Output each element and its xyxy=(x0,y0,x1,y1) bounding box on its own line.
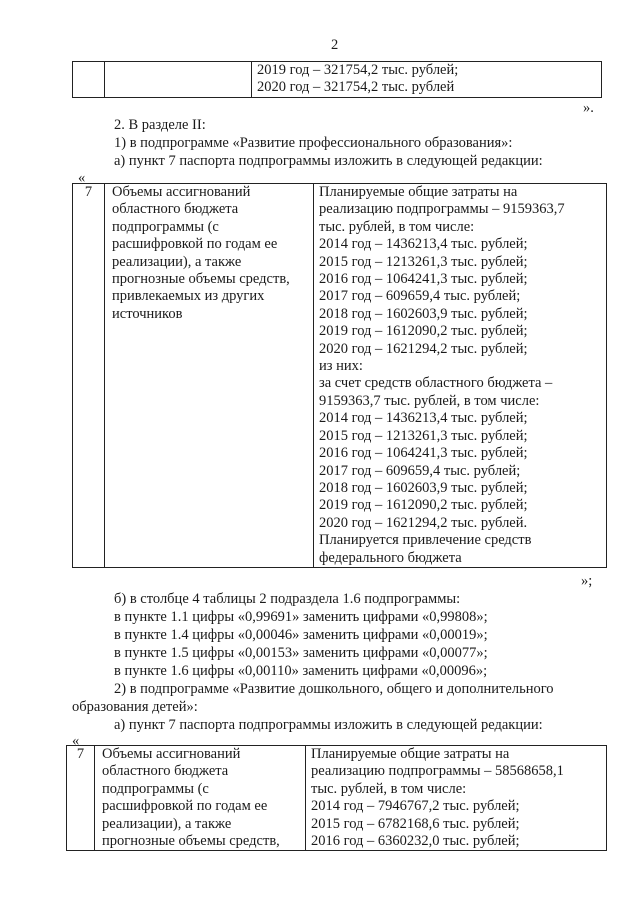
paragraph-item-a1: а) пункт 7 паспорта подпрограммы изложить в следующей редакции: xyxy=(114,153,543,169)
value-line: тыс. рублей, в том числе: xyxy=(319,218,475,235)
value-line: из них: xyxy=(319,358,363,375)
desc-line: Объемы ассигнований xyxy=(112,184,251,200)
paragraph-item-a2: а) пункт 7 паспорта подпрограммы изложить в следующей редакции: xyxy=(114,717,543,733)
desc-line: расшифровкой по годам ее xyxy=(112,236,278,253)
desc-line: расшифровкой по годам ее xyxy=(102,798,268,815)
value-line: за счет средств областного бюджета – xyxy=(319,375,553,392)
closing-quote: ». xyxy=(583,100,594,116)
cell-num xyxy=(73,184,105,568)
value-line: 2020 год – 321754,2 тыс. рублей xyxy=(257,79,455,96)
value-line: 2020 год – 1621294,2 тыс. рублей. xyxy=(319,514,528,531)
desc-line: областного бюджета xyxy=(102,763,229,780)
cell-values xyxy=(306,746,607,851)
desc-line: областного бюджета xyxy=(112,201,239,218)
cell-desc xyxy=(95,746,306,851)
passport-table-1 xyxy=(72,183,607,568)
item-number: 7 xyxy=(76,746,85,762)
value-line: 9159363,7 тыс. рублей, в том числе: xyxy=(319,392,540,409)
closing-quote: »; xyxy=(581,573,593,589)
cell-num xyxy=(73,62,105,98)
cell-desc xyxy=(105,62,252,98)
paragraph-subprogram-1: 1) в подпрограмме «Развитие профессионального образования»: xyxy=(114,135,513,151)
value-line: 2015 год – 1213261,3 тыс. рублей; xyxy=(319,427,528,444)
value-line: 2017 год – 609659,4 тыс. рублей; xyxy=(319,462,521,479)
replacement-line: в пункте 1.1 цифры «0,99691» заменить цифрами «0,99808»; xyxy=(114,609,488,625)
desc-line: подпрограммы (с xyxy=(102,780,209,797)
cell-num xyxy=(67,746,95,851)
value-line: 2015 год – 1213261,3 тыс. рублей; xyxy=(319,253,528,270)
paragraph-subprogram-2: 2) в подпрограмме «Развитие дошкольного, общего и дополнительного xyxy=(114,681,554,697)
value-line: 2020 год – 1621294,2 тыс. рублей; xyxy=(319,340,528,357)
cell-values xyxy=(314,184,607,568)
value-line: Планируется привлечение средств xyxy=(319,532,532,549)
desc-line: подпрограммы (с xyxy=(112,218,219,235)
desc-line: источников xyxy=(112,305,183,322)
opening-quote: « xyxy=(72,733,80,749)
value-line: реализацию подпрограммы – 58568658,1 xyxy=(311,763,564,780)
value-line: Планируемые общие затраты на xyxy=(319,184,518,200)
value-line: 2015 год – 6782168,6 тыс. рублей; xyxy=(311,815,520,832)
desc-line: привлекаемых из других xyxy=(112,288,265,305)
item-number: 7 xyxy=(84,184,93,200)
desc-line: реализации), а также xyxy=(112,253,242,270)
page-number: 2 xyxy=(331,37,339,53)
paragraph-item-b: б) в столбце 4 таблицы 2 подраздела 1.6 подпрограммы: xyxy=(114,591,461,607)
value-line: Планируемые общие затраты на xyxy=(311,746,510,762)
opening-quote: « xyxy=(78,170,86,186)
desc-line: реализации), а также xyxy=(102,815,232,832)
value-line: 2016 год – 1064241,3 тыс. рублей; xyxy=(319,445,528,462)
continued-table xyxy=(72,61,602,98)
value-line: 2016 год – 6360232,0 тыс. рублей; xyxy=(311,833,520,850)
value-line: 2017 год – 609659,4 тыс. рублей; xyxy=(319,288,521,305)
value-line: 2018 год – 1602603,9 тыс. рублей; xyxy=(319,479,528,496)
value-line: реализацию подпрограммы – 9159363,7 xyxy=(319,201,565,218)
replacement-line: в пункте 1.6 цифры «0,00110» заменить цифрами «0,00096»; xyxy=(114,663,488,679)
value-line: тыс. рублей, в том числе: xyxy=(311,780,467,797)
paragraph-section: 2. В разделе II: xyxy=(114,117,206,133)
desc-line: прогнозные объемы средств, xyxy=(112,271,290,288)
value-line: 2016 год – 1064241,3 тыс. рублей; xyxy=(319,271,528,288)
value-line: 2018 год – 1602603,9 тыс. рублей; xyxy=(319,305,528,322)
desc-line: Объемы ассигнований xyxy=(102,746,241,762)
replacement-line: в пункте 1.5 цифры «0,00153» заменить цифрами «0,00077»; xyxy=(114,645,488,661)
value-line: 2019 год – 1612090,2 тыс. рублей; xyxy=(319,497,528,514)
value-line: федерального бюджета xyxy=(319,549,462,566)
value-line: 2019 год – 321754,2 тыс. рублей; xyxy=(257,62,459,78)
paragraph-subprogram-2-cont: образования детей»: xyxy=(72,699,198,715)
passport-table-2 xyxy=(66,745,607,851)
value-line: 2014 год – 1436213,4 тыс. рублей; xyxy=(319,236,528,253)
cell-values xyxy=(252,62,602,98)
value-line: 2019 год – 1612090,2 тыс. рублей; xyxy=(319,323,528,340)
desc-line: прогнозные объемы средств, xyxy=(102,833,280,850)
value-line: 2014 год – 1436213,4 тыс. рублей; xyxy=(319,410,528,427)
value-line: 2014 год – 7946767,2 тыс. рублей; xyxy=(311,798,520,815)
cell-desc xyxy=(105,184,314,568)
replacement-line: в пункте 1.4 цифры «0,00046» заменить цифрами «0,00019»; xyxy=(114,627,488,643)
